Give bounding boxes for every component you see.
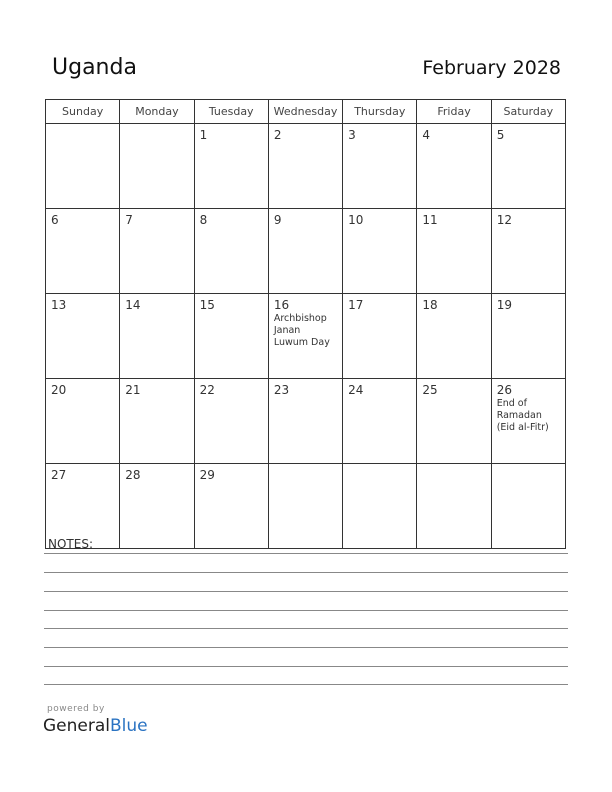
- calendar-day-cell: [491, 464, 565, 549]
- day-number: 22: [199, 383, 215, 397]
- weekday-header: Friday: [417, 100, 491, 124]
- calendar-day-cell: [268, 294, 342, 379]
- weekday-header: Saturday: [491, 100, 565, 124]
- calendar-day-cell: [194, 294, 268, 379]
- month-year-title: February 2028: [422, 57, 561, 79]
- day-number: 4: [422, 128, 431, 142]
- calendar-day-cell: [46, 209, 120, 294]
- holiday-label-line: End of: [496, 398, 527, 409]
- weekday-header: Tuesday: [194, 100, 268, 124]
- calendar-day-cell: [120, 124, 194, 209]
- day-number: 24: [348, 383, 364, 397]
- calendar-week-row: [46, 379, 566, 464]
- day-number: 16: [273, 298, 290, 312]
- note-line: [44, 610, 568, 611]
- calendar-day-cell: [417, 379, 491, 464]
- calendar-day-cell: [417, 209, 491, 294]
- day-number: 20: [51, 383, 67, 397]
- calendar-day-cell: [343, 209, 417, 294]
- holiday-label-line: Janan: [273, 325, 301, 336]
- calendar-day-cell: [343, 379, 417, 464]
- note-line: [44, 591, 568, 592]
- calendar-day-cell: [46, 124, 120, 209]
- day-number: 21: [125, 383, 141, 397]
- day-number: 25: [422, 383, 438, 397]
- calendar-day-cell: [268, 379, 342, 464]
- calendar-week-row: [46, 209, 566, 294]
- calendar-day-cell: [194, 209, 268, 294]
- calendar-day-cell: [491, 209, 565, 294]
- calendar-day-cell: [120, 379, 194, 464]
- calendar-day-cell: [46, 379, 120, 464]
- calendar-week-row: [46, 294, 566, 379]
- calendar-day-cell: [417, 294, 491, 379]
- notes-label: NOTES:: [48, 537, 93, 551]
- calendar-day-cell: [120, 464, 194, 549]
- weekday-header: Monday: [120, 100, 194, 124]
- day-number: 19: [496, 298, 512, 312]
- holiday-label: [497, 398, 560, 434]
- calendar-day-cell: [194, 379, 268, 464]
- day-number: 27: [51, 468, 67, 482]
- brand-general: General: [43, 716, 110, 736]
- day-number: 8: [199, 213, 208, 227]
- day-number: 18: [422, 298, 438, 312]
- day-number: 12: [496, 213, 512, 227]
- day-number: 26: [496, 383, 512, 397]
- day-number: 11: [422, 213, 438, 227]
- day-number: 28: [125, 468, 141, 482]
- holiday-label-line: Ramadan: [496, 410, 542, 421]
- day-number: 10: [348, 213, 364, 227]
- weekday-header: Thursday: [343, 100, 417, 124]
- holiday-label: [274, 313, 337, 349]
- calendar-day-cell: [343, 124, 417, 209]
- day-number: 29: [199, 468, 215, 482]
- note-line: [44, 572, 568, 573]
- day-number: 23: [273, 383, 290, 397]
- calendar-day-cell: [491, 124, 565, 209]
- day-number: 1: [199, 128, 208, 142]
- day-number: 17: [348, 298, 364, 312]
- calendar-day-cell: [120, 294, 194, 379]
- note-line: [44, 684, 568, 685]
- calendar-day-cell: [417, 124, 491, 209]
- brand-logo[interactable]: [43, 716, 148, 736]
- calendar-day-cell: [491, 379, 565, 464]
- holiday-label-line: Luwum Day: [273, 337, 330, 348]
- powered-by-text: powered by: [47, 704, 105, 714]
- calendar-day-cell: [194, 124, 268, 209]
- note-line: [44, 647, 568, 648]
- calendar-day-cell: [268, 209, 342, 294]
- calendar-grid: [45, 99, 566, 549]
- calendar-week-row: [46, 464, 566, 549]
- day-number: 7: [125, 213, 133, 227]
- day-number: 2: [273, 128, 282, 142]
- day-number: 5: [496, 128, 505, 142]
- note-line: [44, 628, 568, 629]
- calendar-day-cell: [343, 294, 417, 379]
- calendar-day-cell: [120, 209, 194, 294]
- day-number: 9: [273, 213, 282, 227]
- calendar-day-cell: [417, 464, 491, 549]
- weekday-header: Sunday: [46, 100, 120, 124]
- weekday-header: Wednesday: [268, 100, 342, 124]
- holiday-label-line: Archbishop: [273, 313, 327, 324]
- note-line: [44, 553, 568, 554]
- weekday-header-row: [46, 100, 566, 124]
- calendar-day-cell: [194, 464, 268, 549]
- note-line: [44, 666, 568, 667]
- day-number: 13: [51, 298, 67, 312]
- calendar-day-cell: [491, 294, 565, 379]
- day-number: 3: [348, 128, 356, 142]
- day-number: 15: [199, 298, 215, 312]
- brand-blue: Blue: [110, 716, 148, 736]
- calendar-day-cell: [46, 294, 120, 379]
- day-number: 14: [125, 298, 141, 312]
- calendar-day-cell: [268, 464, 342, 549]
- day-number: 6: [51, 213, 59, 227]
- calendar-day-cell: [343, 464, 417, 549]
- country-title: Uganda: [52, 55, 137, 80]
- holiday-label-line: (Eid al-Fitr): [496, 422, 549, 433]
- calendar-day-cell: [268, 124, 342, 209]
- calendar-day-cell: [46, 464, 120, 549]
- calendar-week-row: [46, 124, 566, 209]
